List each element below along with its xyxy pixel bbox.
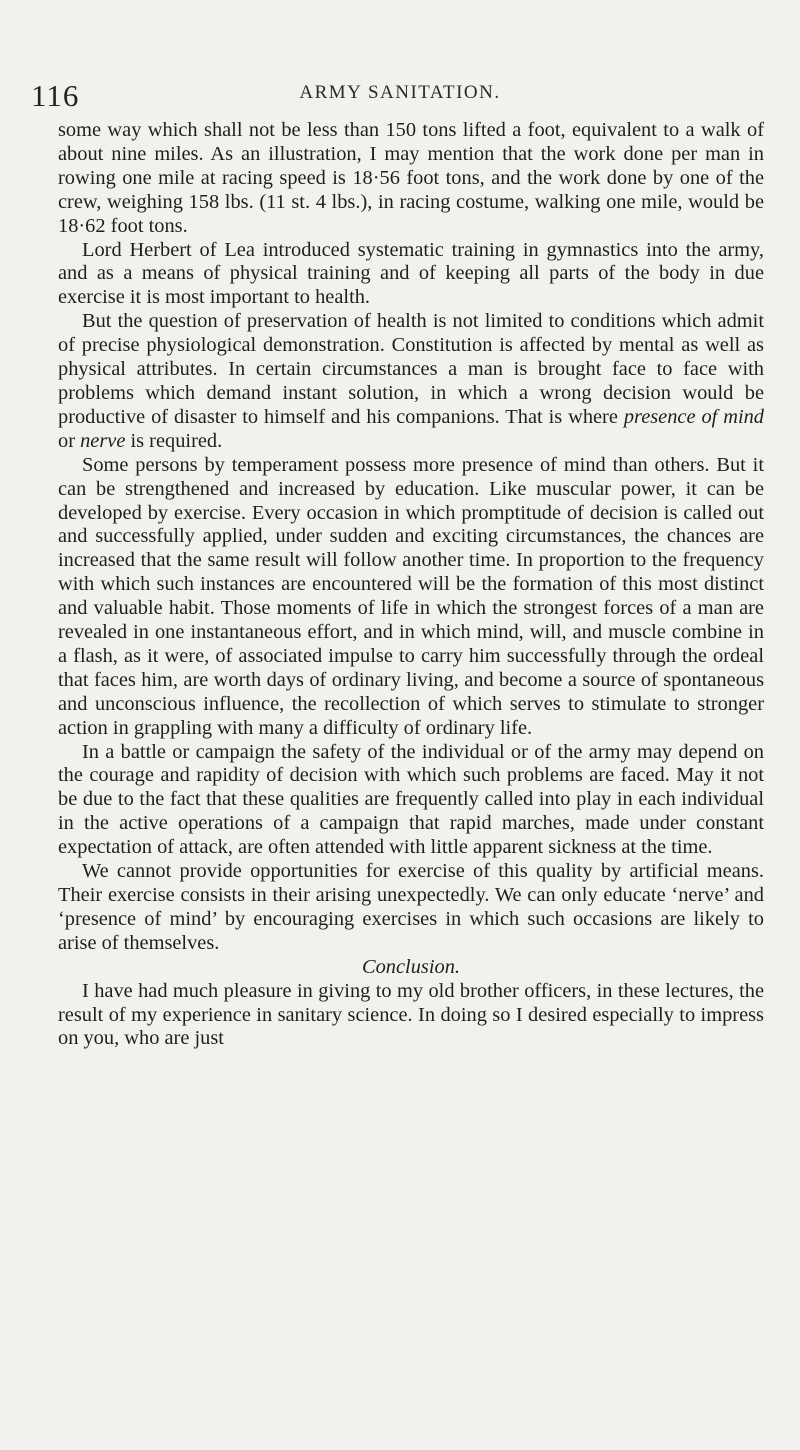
paragraph-3: [58, 310, 764, 453]
body-text: [58, 119, 764, 1051]
paragraph-3-text-end: is required.: [125, 429, 223, 452]
page-number: 116: [31, 78, 80, 113]
paragraph-7: I have had much pleasure in giving to my old brother officers, in these lectures, the result of my experience in sanitary science. In doing so I desired especially to impress on you, who are just: [58, 979, 764, 1050]
paragraph-6: We cannot provide opportunities for exercise of this quality by artificial means. Their exercise consists in their arising unexpectedly. We can only educate ‘nerve’ and ‘presence of mind’ by encouraging exercises in which such occasions are likely to arise of themselves.: [58, 860, 764, 954]
paragraph-4: Some persons by temperament possess more presence of mind than others. But it can be strengthened and increased by education. Like muscular power, it can be developed by exercise. Every occasion in which promptitude of decision is called out and successfully applied, under sudden and exciting circumstances, the chances are increased that the same result will follow another time. In proportion to the frequency with which such instances are encountered will be the formation of this most distinct and valuable habit. Those moments of life in which the strongest forces of a man are revealed in one instantaneous effort, and in which mind, will, and muscle combine in a flash, as it were, of associated impulse to carry him successfully through the ordeal that faces him, are worth days of ordinary living, and become a source of spontaneous and unconscious influence, the recollection of which serves to stimulate to stronger action in grappling with many a difficulty of ordinary life.: [58, 453, 764, 739]
section-heading-conclusion: Conclusion.: [362, 955, 460, 978]
paragraph-2: Lord Herbert of Lea introduced systematic training in gymnastics into the army, and as a means of physical training and of keeping all parts of the body in due exercise it is most important to health.: [58, 238, 764, 309]
running-head: ARMY SANITATION.: [299, 82, 501, 103]
paragraph-5: In a battle or campaign the safety of the individual or of the army may depend on the courage and rapidity of decision with which such problems are faced. May it not be due to the fact that these qualities are frequently called into play in each individual in the active operations of a campaign that rapid marches, made under constant expectation of attack, are often attended with little apparent sickness at the time.: [58, 740, 764, 859]
paragraph-1: some way which shall not be less than 150 tons lifted a foot, equivalent to a walk of about nine miles. As an illustration, I may mention that the work done per man in rowing one mile at racing speed is 18·56 foot tons, and the work done by one of the crew, weighing 158 lbs. (11 st. 4 lbs.), in racing costume, walking one mile, would be 18·62 foot tons.: [58, 119, 764, 237]
paragraph-3-text-mid: or: [58, 429, 81, 452]
emphasis-nerve: nerve: [80, 429, 126, 452]
emphasis-presence-of-mind: presence of mind: [623, 405, 765, 428]
paragraph-3-text: But the question of preservation of health is not limited to conditions which admit of precise physiological demonstration. Constitution is affected by mental as well as physical attributes. In certain circumstances a man is brought face to face with problems which demand instant solution, in which a wrong decision would be productive of disaster to himself and his companions. That is where: [58, 310, 764, 428]
page-header: [0, 64, 800, 114]
